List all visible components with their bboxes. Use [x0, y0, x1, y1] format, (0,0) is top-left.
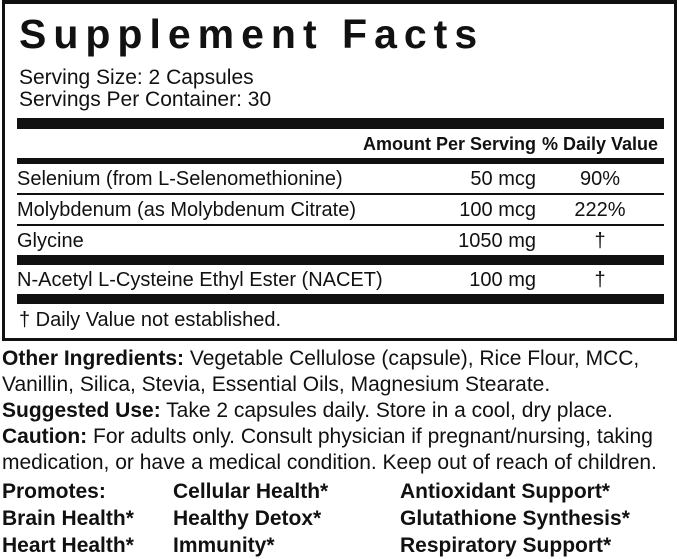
- promotes-cell: Antioxidant Support*: [400, 480, 610, 504]
- nutrient-daily-value: 222%: [574, 199, 626, 222]
- info-sections: [0, 341, 679, 476]
- nutrient-amount: 1050 mg: [458, 230, 536, 253]
- nutrient-name: Glycine: [17, 230, 84, 253]
- nutrient-row: [17, 195, 664, 224]
- section-text: Take 2 capsules daily. Store in a cool, dry place.: [160, 399, 613, 423]
- suggested-use-section: [2, 398, 676, 424]
- nutrient-daily-value: †: [594, 269, 606, 292]
- nutrient-row: [17, 226, 664, 255]
- promotes-cell: Immunity*: [173, 534, 275, 558]
- nutrient-name: N-Acetyl L-Cysteine Ethyl Ester (NACET): [17, 269, 383, 292]
- daily-value-header: % Daily Value: [541, 134, 659, 155]
- nutrient-daily-value: †: [594, 230, 606, 253]
- caution-section: [2, 424, 676, 476]
- promotes-cell: Heart Health*: [2, 534, 134, 558]
- nutrient-amount: 100 mcg: [459, 199, 536, 222]
- row-separator-thick: [17, 294, 664, 304]
- row-separator-thick: [17, 255, 664, 265]
- amount-per-serving-header: Amount Per Serving: [362, 134, 536, 155]
- promotes-cell: Promotes:: [2, 480, 106, 504]
- section-label: Other Ingredients:: [2, 347, 185, 371]
- promotes-cell: Glutathione Synthesis*: [400, 507, 630, 531]
- section-label: Caution:: [2, 425, 88, 449]
- table-header-row: [17, 129, 664, 158]
- nutrient-row: [17, 164, 664, 193]
- promotes-cell: Cellular Health*: [173, 480, 329, 504]
- daily-value-footnote: † Daily Value not established.: [19, 309, 282, 332]
- nutrient-row: [17, 265, 664, 294]
- heavy-separator-bar: [17, 118, 664, 129]
- nutrient-amount: 50 mcg: [470, 168, 536, 191]
- serving-size: Serving Size: 2 Capsules: [19, 66, 254, 90]
- nutrient-daily-value: 90%: [579, 168, 621, 191]
- panel-title: Supplement Facts: [19, 11, 485, 57]
- nutrient-amount: 100 mg: [469, 269, 536, 292]
- nutrient-name: Selenium (from L-Selenomethionine): [17, 168, 343, 191]
- supplement-facts-panel: [2, 0, 677, 341]
- promotes-cell: Healthy Detox*: [173, 507, 322, 531]
- servings-per-container: Servings Per Container: 30: [19, 88, 272, 112]
- promotes-grid: [0, 476, 679, 559]
- section-text: For adults only. Consult physician if pregnant/nursing, taking medication, or have a medical condition. Keep out of reach of children.: [2, 425, 657, 475]
- section-text: Vegetable Cellulose (capsule), Rice Flour, MCC, Vanillin, Silica, Stevia, Essential Oils, Magnesium Stearate.: [2, 347, 640, 397]
- other-ingredients-section: [2, 346, 676, 398]
- section-label: Suggested Use:: [2, 399, 161, 423]
- promotes-cell: Brain Health*: [2, 507, 134, 531]
- promotes-cell: Respiratory Support*: [400, 534, 612, 558]
- nutrient-name: Molybdenum (as Molybdenum Citrate): [17, 199, 357, 222]
